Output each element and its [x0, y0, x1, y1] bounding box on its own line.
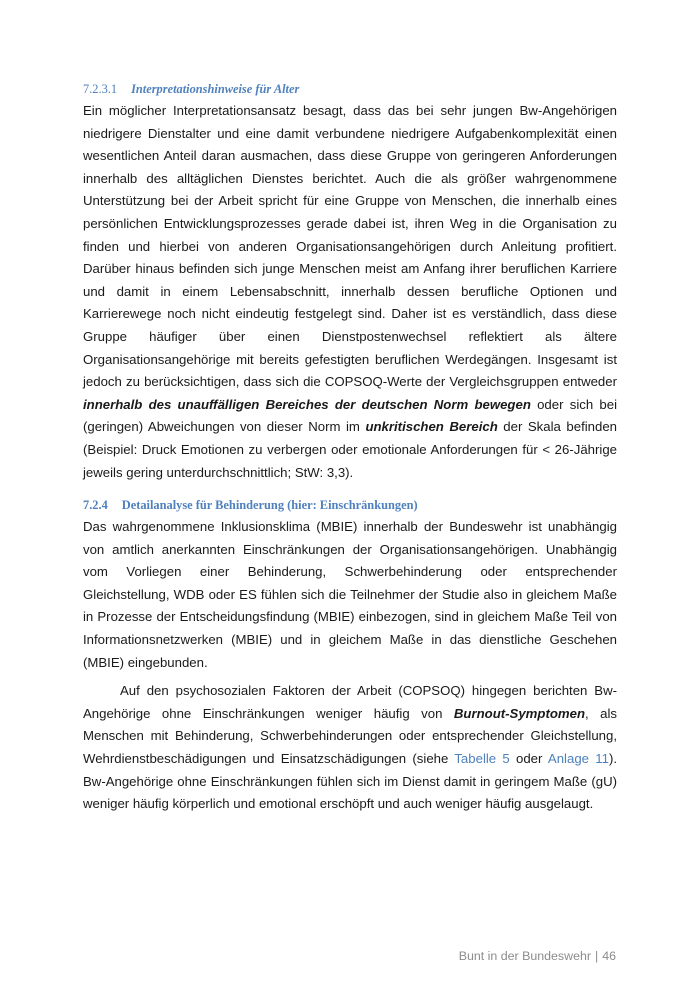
page-footer: [459, 949, 616, 963]
paragraph-age-interpretation: [83, 100, 617, 484]
section-heading-7-2-3-1: [83, 80, 617, 98]
text-run: Auf den psychosozialen Faktoren der Arbeit (COPSOQ) hingegen berichten Bw-Angehörige ohne Einschränkungen weniger häufig von: [83, 683, 617, 721]
link-tabelle-5[interactable]: Tabelle 5: [454, 751, 510, 767]
paragraph-inclusion-climate: Das wahrgenommene Inklusionsklima (MBIE) innerhalb der Bundeswehr ist unabhängig von amtlich anerkannten Einschränkungen der Organisationsangehörigen. Unabhängig vom Vorliegen einer Behinderung, Schwerbehinderung oder entsprechender Gleichstellung, WDB oder ES fühlen sich die Teilnehmer der Studie also in gleichem Maße in Prozesse der Entscheidungsfindung (MBIE) einbezogen, sind in gleichem Maße Teil von Informationsnetzwerken (MBIE) und in gleichem Maße in das dienstliche Geschehen (MBIE) eingebunden.: [83, 519, 617, 670]
text-run: ). Bw-Angehörige ohne Einschränkungen fühlen sich im Dienst damit in geringem Maße (gU) weniger häufig körperlich und emotional erschöpft und auch weniger häufig ausgelaugt.: [83, 751, 617, 812]
link-anlage-11[interactable]: Anlage 11: [547, 751, 609, 767]
section-number: 7.2.4: [83, 498, 108, 513]
section-title: Detailanalyse für Behinderung (hier: Einschränkungen): [121, 498, 418, 513]
document-page: [83, 80, 617, 816]
section-title: Interpretationshinweise für Alter: [131, 82, 300, 96]
paragraph-psychosocial-factors: [83, 680, 617, 816]
text-run: , als Menschen mit Behinderung, Schwerbehinderungen oder entsprechender Gleichstellung, Wehrdienstbeschädigungen und Einsatzschädigungen (siehe: [83, 705, 618, 767]
emphasis-burnout: Burnout-Symptomen: [453, 705, 586, 721]
emphasis-norm-range: innerhalb des unauffälligen Bereiches der deutschen Norm bewegen: [83, 396, 531, 412]
page-number: 46: [602, 949, 616, 963]
section-number: 7.2.3.1: [83, 82, 118, 96]
footer-title: Bunt in der Bundeswehr: [458, 949, 591, 963]
text-run: der Skala befinden (Beispiel: Druck Emotionen zu verbergen oder emotionale Anforderungen für < 26-Jährige jeweils gering unterdurchschnittlich; StW: 3,3).: [83, 419, 618, 480]
text-run: oder: [509, 751, 548, 767]
footer-separator: |: [594, 949, 599, 963]
text-run: Ein möglicher Interpretationsansatz besagt, dass das bei sehr jungen Bw-Angehörigen niedrigere Dienstalter und eine damit verbundene niedrigere Aufgabenkomplexität einen wesentlichen Anteil daran ausmachen, dass diese Gruppe von geringeren Anforderungen innerhalb des alltäglichen Dienstes berichtet. Auch die als größer wahrgenommene Unterstützung bei der Arbeit spricht für eine Gruppe von Menschen, die innerhalb eines persönlichen Entwicklungsprozesses gerade dabei ist, ihren Weg in die Organisation zu finden und hierbei von anderen Organisationsangehörigen durch Anleitung profitiert. Darüber hinaus befinden sich junge Menschen meist am Anfang ihrer beruflichen Karriere und damit in einem Lebensabschnitt, innerhalb dessen berufliche Optionen und Karrierewege noch nicht eindeutig festgelegt sind. Daher ist es verständlich, dass diese Gruppe häufiger über einen Dienstpostenwechsel reflektiert als ältere Organisationsangehörige mit bereits gefestigten beruflichen Werdegängen. Insgesamt ist jedoch zu berücksichtigen, dass sich die COPSOQ-Werte der Vergleichsgruppen entweder: [83, 103, 617, 390]
emphasis-uncritical-range: unkritischen Bereich: [365, 419, 498, 435]
section-heading-7-2-4: [83, 496, 617, 514]
text-run: oder sich bei (geringen) Abweichungen von dieser Norm im: [83, 396, 618, 435]
